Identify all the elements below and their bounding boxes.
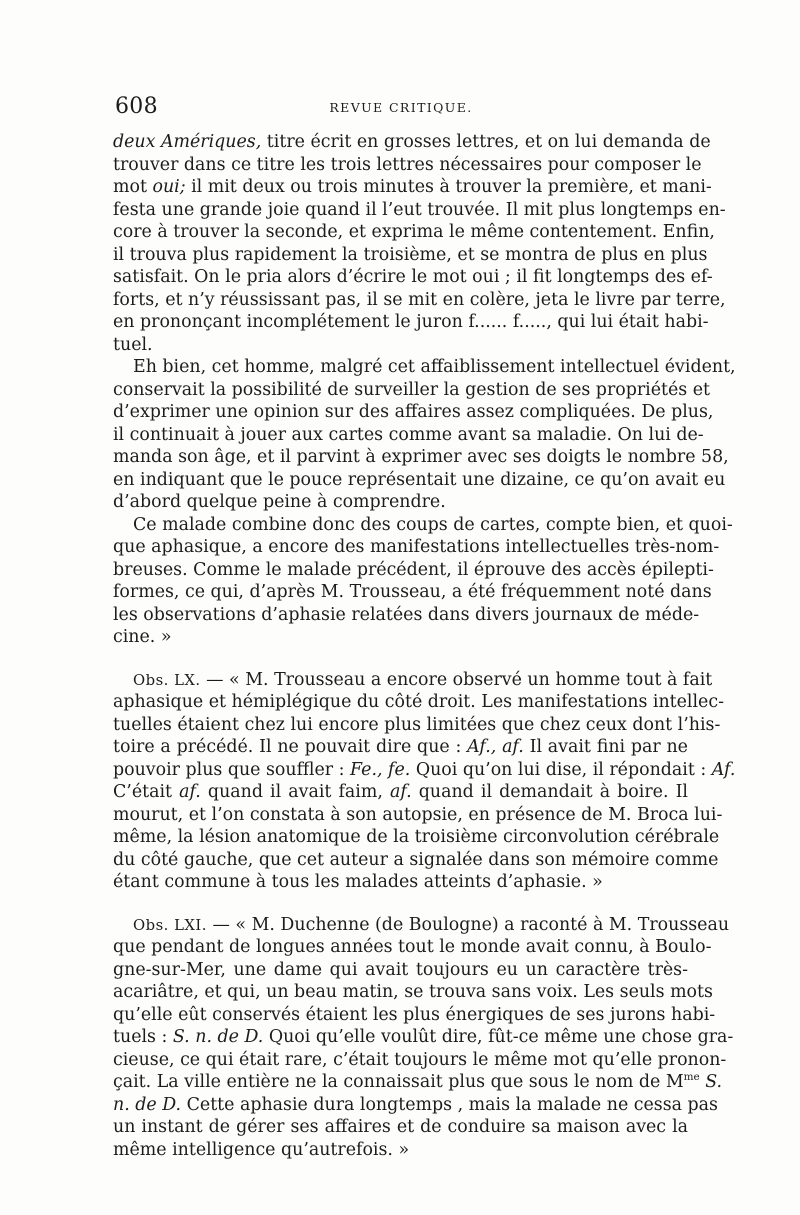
paragraph (113, 514, 733, 649)
page-number: 608 (115, 94, 158, 119)
text-line: d’abord quelque peine à comprendre. (113, 492, 446, 512)
text-line: même intelligence qu’autrefois. » (113, 1139, 410, 1160)
text-line: toire a précédé. Il ne pouvait dire que : Af., af. Il avait fini par ne (113, 737, 688, 757)
text-line: les observations d’aphasie relatées dans divers journaux de méde- (113, 604, 700, 625)
page-header (115, 94, 687, 122)
text-line: Obs. LXI. — « M. Duchenne (de Boulogne) a raconté à M. Trousseau (133, 914, 730, 935)
text-line: deux Amériques, titre écrit en grosses lettres, et on lui demanda de (113, 132, 711, 152)
text-line: en prononçant incomplétement le juron f...... f....., qui lui était habi- (113, 312, 709, 332)
text-line: il trouva plus rapidement la troisième, et se montra de plus en plus (113, 244, 708, 265)
text-line: gne-sur-Mer, une dame qui avait toujours eu un caractère très- (113, 959, 688, 980)
text-line: aphasique et hémiplégique du côté droit. Les manifestations intellec- (113, 692, 724, 712)
text-line: d’exprimer une opinion sur des affaires assez compliquées. De plus, (113, 402, 714, 422)
text-line: cine. » (113, 627, 172, 647)
text-line: un instant de gérer ses affaires et de conduire sa maison avec la (113, 1117, 688, 1137)
observation-lxi (113, 914, 734, 1162)
observation-lx (113, 669, 736, 894)
text-line: satisfait. On le pria alors d’écrire le mot oui ; il fit longtemps des ef- (113, 267, 713, 287)
text-line: pouvoir plus que souffler : Fe., fe. Quoi qu’on lui dise, il répondait : Af. (113, 759, 736, 780)
text-line: Ce malade combine donc des coups de cartes, compte bien, et quoi- (133, 514, 733, 535)
text-line: même, la lésion anatomique de la troisième circonvolution cérébrale (113, 827, 720, 847)
text-line: du côté gauche, que cet auteur a signalée dans son mémoire comme (113, 849, 719, 870)
text-line: trouver dans ce titre les trois lettres nécessaires pour composer le (113, 154, 702, 175)
paragraph (113, 356, 736, 514)
text-line: çait. La ville entière ne la connaissait plus que sous le nom de $M^{me}$ S. (113, 1071, 723, 1092)
text-line: formes, ce qui, d’après M. Trousseau, a été fréquemment noté dans (113, 582, 712, 602)
text-line: tuel. (113, 334, 153, 355)
paragraph-continued (113, 131, 726, 356)
text-line: festa une grande joie quand il l’eut trouvée. Il mit plus longtemps en- (113, 199, 726, 220)
section-gap (113, 894, 688, 914)
body-text (113, 131, 736, 1161)
text-line: breuses. Comme le malade précédent, il éprouve des accès épilepti- (113, 559, 714, 580)
text-line: tuelles étaient chez lui encore plus limitées que chez ceux dont l’his- (113, 714, 721, 735)
observation-label: Obs. LXI. (133, 916, 207, 934)
text-line: cieuse, ce qui était rare, c’était toujours le même mot qu’elle pronon- (113, 1049, 727, 1070)
text-line: que aphasique, a encore des manifestations intellectuelles très-nom- (113, 537, 720, 557)
text-line: étant commune à tous les malades atteints d’aphasie. » (113, 872, 603, 892)
text-line: manda son âge, et il parvint à exprimer avec ses doigts le nombre 58, (113, 447, 729, 467)
text-line: tuels : S. n. de D. Quoi qu’elle voulût dire, fût-ce même une chose gra- (113, 1027, 734, 1047)
text-line: forts, et n’y réussissant pas, il se mit en colère, jeta le livre par terre, (113, 289, 726, 310)
running-title: REVUE CRITIQUE. (329, 100, 473, 115)
text-line: Obs. LX. — « M. Trousseau a encore observé un homme tout à fait (133, 669, 713, 690)
text-line: en indiquant que le pouce représentait une dizaine, ce qu’on avait eu (113, 469, 726, 490)
text-line: mot oui; il mit deux ou trois minutes à trouver la première, et mani- (113, 177, 712, 197)
section-gap (113, 649, 688, 669)
text-line: core à trouver la seconde, et exprima le même contentement. Enfin, (113, 222, 715, 242)
text-line: qu’elle eût conservés étaient les plus énergiques de ses jurons habi- (113, 1004, 716, 1025)
text-line: Eh bien, cet homme, malgré cet affaiblissement intellectuel évident, (133, 357, 736, 377)
text-line: n. de D. Cette aphasie dura longtemps , mais la malade ne cessa pas (113, 1094, 718, 1115)
text-line: mourut, et l’on constata à son autopsie, en présence de M. Broca lui- (113, 804, 723, 825)
text-line: il continuait à jouer aux cartes comme avant sa maladie. On lui de- (113, 424, 704, 445)
text-line: conservait la possibilité de surveiller la gestion de ses propriétés et (113, 379, 711, 400)
text-line: acariâtre, et qui, un beau matin, se trouva sans voix. Les seuls mots (113, 982, 713, 1002)
text-line: que pendant de longues années tout le monde avait connu, à Boulo- (113, 937, 712, 957)
text-line: C’était af. quand il avait faim, af. quand il demandait à boire. Il (113, 782, 688, 802)
observation-label: Obs. LX. (133, 671, 201, 689)
